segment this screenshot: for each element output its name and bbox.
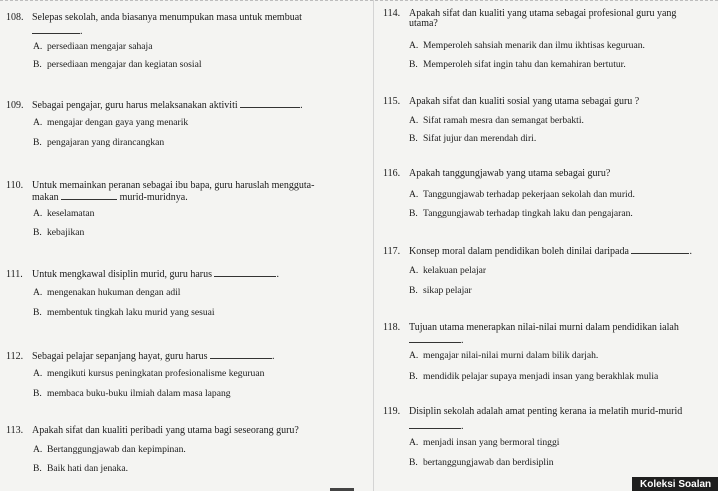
option-b[interactable] (33, 463, 128, 474)
option-letter: A. (409, 265, 419, 276)
question-110-line2 (32, 190, 188, 203)
question-118-line2 (409, 333, 464, 346)
question-119-line2 (409, 419, 464, 432)
option-a[interactable] (33, 117, 188, 128)
question-text: makan (32, 192, 59, 203)
option-letter: A. (409, 40, 419, 51)
option-a[interactable] (33, 208, 94, 219)
column-divider (373, 0, 374, 491)
option-letter: A. (33, 208, 43, 219)
question-number: 114. (383, 8, 401, 19)
question-108-line2 (32, 24, 83, 37)
option-text: Sifat ramah mesra dan semangat berbakti. (423, 115, 584, 126)
option-letter: A. (409, 350, 419, 361)
question-number: 118. (383, 322, 401, 333)
question-number: 108. (6, 12, 24, 23)
question-number: 111. (6, 269, 23, 280)
option-text: sikap pelajar (423, 285, 472, 296)
option-text: membentuk tingkah laku murid yang sesuai (47, 307, 215, 318)
question-113 (6, 425, 299, 436)
option-letter: B. (33, 307, 42, 318)
question-117 (383, 244, 692, 257)
question-number: 109. (6, 100, 24, 111)
option-text: Baik hati dan jenaka. (47, 463, 128, 474)
option-letter: A. (33, 41, 43, 52)
option-a[interactable] (33, 287, 180, 298)
answer-blank (409, 333, 461, 343)
option-b[interactable] (409, 59, 626, 70)
option-letter: B. (409, 285, 418, 296)
question-number: 119. (383, 406, 401, 417)
option-text: kebajikan (47, 227, 85, 238)
answer-blank (32, 24, 80, 34)
option-text: Memperoleh sahsiah menarik dan ilmu ikhtisas keguruan. (423, 40, 645, 51)
question-text: Untuk mengkawal disiplin murid, guru harus (32, 269, 212, 280)
answer-blank (210, 349, 272, 359)
option-a[interactable] (33, 41, 152, 52)
option-a[interactable] (409, 265, 486, 276)
option-b[interactable] (33, 227, 84, 238)
option-a[interactable] (33, 368, 264, 379)
option-letter: B. (409, 59, 418, 70)
option-a[interactable] (409, 350, 598, 361)
option-text: membaca buku-buku ilmiah dalam masa lapang (47, 388, 231, 399)
option-a[interactable] (409, 115, 584, 126)
question-text: Apakah sifat dan kualiti sosial yang utama sebagai guru ? (409, 96, 640, 107)
question-108 (6, 12, 336, 23)
option-b[interactable] (33, 307, 215, 318)
question-number: 116. (383, 168, 401, 179)
watermark-badge: Koleksi Soalan (632, 477, 718, 491)
option-letter: B. (33, 137, 42, 148)
question-punct: . (276, 269, 279, 280)
option-letter: B. (33, 388, 42, 399)
option-a[interactable] (33, 444, 186, 455)
question-text: Tujuan utama menerapkan nilai-nilai murni dalam pendidikan ialah (409, 322, 679, 333)
option-b[interactable] (409, 208, 633, 219)
question-punct: . (461, 335, 464, 346)
option-b[interactable] (33, 137, 164, 148)
question-text: Selepas sekolah, anda biasanya menumpukan masa untuk membuat (32, 12, 302, 23)
option-letter: B. (409, 457, 418, 468)
question-text: murid-muridnya. (119, 192, 188, 203)
option-letter: B. (409, 371, 418, 382)
option-letter: A. (33, 368, 43, 379)
question-114-line2 (409, 18, 438, 29)
question-119 (383, 406, 705, 417)
option-text: mengikuti kursus peningkatan profesionalisme keguruan (47, 368, 265, 379)
option-letter: B. (409, 133, 418, 144)
option-text: persediaan mengajar dan kegiatan sosial (47, 59, 202, 70)
option-text: kelakuan pelajar (423, 265, 487, 276)
answer-blank (214, 267, 276, 277)
option-b[interactable] (409, 371, 658, 382)
question-punct: . (461, 421, 464, 432)
option-b[interactable] (409, 457, 554, 468)
answer-blank (409, 419, 461, 429)
question-text: utama? (409, 18, 438, 29)
question-punct: . (80, 26, 83, 37)
option-text: Tanggungjawab terhadap tingkah laku dan pengajaran. (423, 208, 633, 219)
option-letter: B. (33, 463, 42, 474)
option-letter: A. (409, 437, 419, 448)
option-text: mengajar dengan gaya yang menarik (47, 117, 189, 128)
option-b[interactable] (409, 133, 536, 144)
question-punct: . (272, 351, 275, 362)
option-text: Memperoleh sifat ingin tahu dan kemahiran bertutur. (423, 59, 626, 70)
option-text: Bertanggungjawab dan kepimpinan. (47, 444, 186, 455)
question-number: 115. (383, 96, 401, 107)
option-text: bertanggungjawab dan berdisiplin (423, 457, 554, 468)
option-letter: A. (33, 117, 43, 128)
question-text: Disiplin sekolah adalah amat penting kerana ia melatih murid-murid (409, 406, 683, 417)
option-text: pengajaran yang dirancangkan (47, 137, 165, 148)
question-number: 113. (6, 425, 24, 436)
question-118 (383, 322, 705, 333)
question-number: 110. (6, 180, 24, 191)
question-punct: . (300, 100, 303, 111)
option-letter: A. (33, 287, 43, 298)
option-text: mengenakan hukuman dengan adil (47, 287, 181, 298)
option-text: mengajar nilai-nilai murni dalam bilik darjah. (423, 350, 599, 361)
option-text: keselamatan (47, 208, 95, 219)
question-112 (6, 349, 275, 362)
option-text: Sifat jujur dan merendah diri. (423, 133, 537, 144)
option-letter: A. (409, 189, 419, 200)
question-116 (383, 168, 610, 179)
top-dashed-rule (0, 0, 718, 4)
option-b[interactable] (409, 285, 472, 296)
question-text: Sebagai pelajar sepanjang hayat, guru harus (32, 351, 208, 362)
option-text: Tanggungjawab terhadap pekerjaan sekolah dan murid. (423, 189, 635, 200)
option-text: menjadi insan yang bermoral tinggi (423, 437, 560, 448)
option-text: persediaan mengajar sahaja (47, 41, 153, 52)
answer-blank (631, 244, 689, 254)
option-b[interactable] (33, 59, 202, 70)
question-111 (6, 267, 279, 280)
question-text: Apakah sifat dan kualiti yang utama sebagai profesional guru yang (409, 8, 677, 19)
question-text: Konsep moral dalam pendidikan boleh dinilai daripada (409, 246, 629, 257)
option-b[interactable] (33, 388, 231, 399)
option-letter: B. (409, 208, 418, 219)
question-number: 112. (6, 351, 24, 362)
option-letter: A. (33, 444, 43, 455)
option-letter: A. (409, 115, 419, 126)
answer-blank (240, 98, 300, 108)
option-a[interactable] (409, 189, 635, 200)
question-punct: . (689, 246, 692, 257)
question-115 (383, 96, 639, 107)
answer-blank (61, 190, 117, 200)
question-number: 117. (383, 246, 401, 257)
question-109 (6, 98, 303, 111)
option-text: mendidik pelajar supaya menjadi insan yang berakhlak mulia (423, 371, 659, 382)
option-letter: B. (33, 227, 42, 238)
question-text: Sebagai pengajar, guru harus melaksanakan aktiviti (32, 100, 238, 111)
question-text: Apakah tanggungjawab yang utama sebagai guru? (409, 168, 611, 179)
option-letter: B. (33, 59, 42, 70)
option-a[interactable] (409, 40, 645, 51)
question-text: Untuk memainkan peranan sebagai ibu bapa, guru haruslah mengguta- (32, 180, 315, 191)
question-text: Apakah sifat dan kualiti peribadi yang utama bagi seseorang guru? (32, 425, 299, 436)
option-a[interactable] (409, 437, 559, 448)
